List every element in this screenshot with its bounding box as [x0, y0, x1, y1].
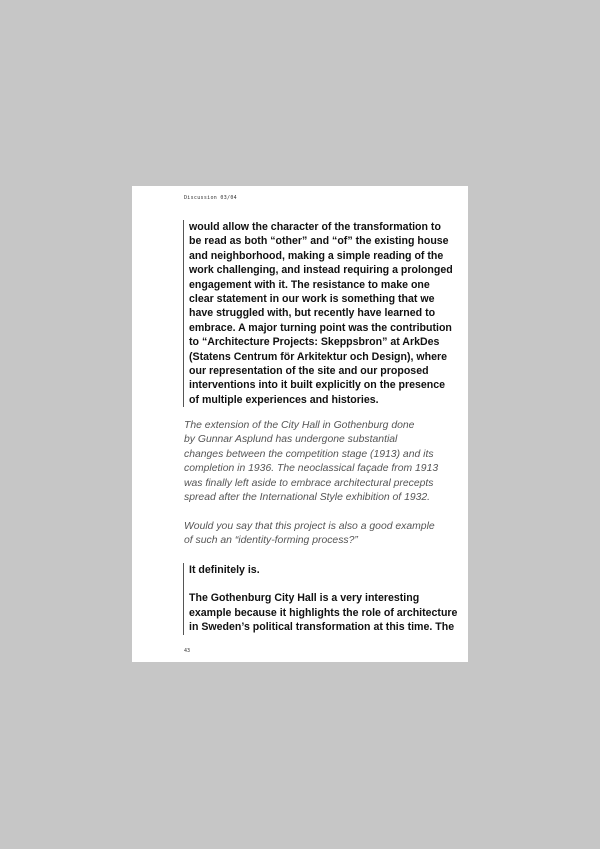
text-line: engagement with it. The resistance to make one [189, 278, 430, 291]
text-line: The Gothenburg City Hall is a very interesting [189, 592, 420, 605]
question-block [184, 419, 454, 505]
answer-paragraph [189, 220, 451, 407]
page-number: 43 [184, 648, 191, 654]
text-line: (Statens Centrum för Arkitektur och Design), where [189, 350, 448, 363]
text-line: spread after the International Style exhibition of 1932. [184, 492, 431, 504]
text-line: Would you say that this project is also a good example [184, 521, 435, 532]
text-line: clear statement in our work is something that we [189, 293, 435, 306]
text-line: have struggled with, but recently have learned to [189, 307, 436, 320]
text-line: by Gunnar Asplund has undergone substantial [184, 434, 398, 446]
text-line: be read as both “other” and “of” the existing house [189, 235, 449, 248]
text-line: example because it highlights the role of architecture [189, 606, 458, 619]
answer-block [183, 220, 451, 407]
text-line: It definitely is. [189, 564, 260, 576]
text-line: The extension of the City Hall in Gothenburg done [184, 420, 415, 431]
question-block [184, 520, 454, 549]
section-header: Discussion 03/04 [184, 195, 237, 201]
text-line: our representation of the site and our proposed [189, 365, 429, 378]
text-line: of multiple experiences and histories. [189, 393, 379, 406]
answer-paragraph [189, 591, 458, 634]
text-line: work challenging, and instead requiring a prolonged [189, 264, 453, 277]
text-line: to “Architecture Projects: Skeppsbron” at ArkDes [189, 336, 440, 349]
text-line: embrace. A major turning point was the contribution [189, 321, 452, 334]
text-line: interventions into it built explicitly on the presence [189, 379, 446, 392]
text-line: changes between the competition stage (1913) and its [184, 448, 434, 460]
text-line: in Sweden’s political transformation at this time. The [189, 621, 455, 634]
document-page [132, 186, 468, 662]
text-line: was finally left aside to embrace architectural precepts [184, 477, 434, 489]
text-line: completion in 1936. The neoclassical façade from 1913 [184, 463, 439, 475]
text-line: and neighborhood, making a simple reading of the [189, 249, 444, 262]
answer-block [183, 563, 458, 635]
text-line: would allow the character of the transformation to [189, 221, 441, 233]
answer-short [189, 563, 451, 577]
text-line: of such an “identity-forming process?” [184, 535, 358, 547]
